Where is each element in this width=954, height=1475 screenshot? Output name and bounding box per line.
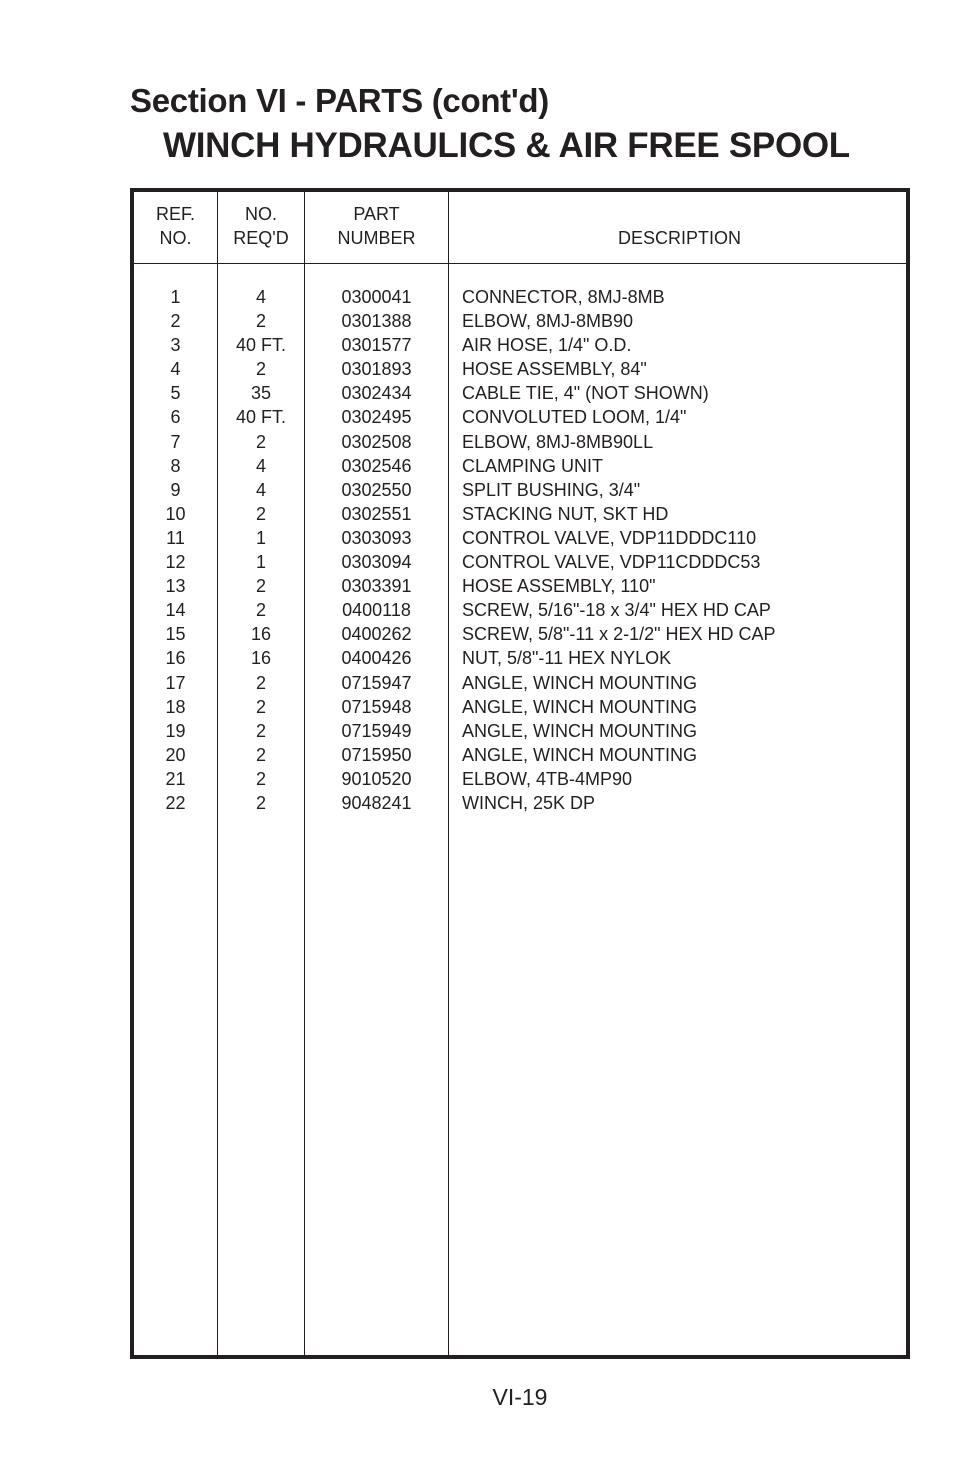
part-number-cell: 0302551 [341,503,412,524]
part-number-cell: 0302550 [341,479,412,500]
ref-cell: 3 [170,335,181,356]
part-number-cell: 0715949 [341,720,412,741]
qty-cell: 2 [255,672,266,693]
description-cell: CLAMPING UNIT [462,455,604,476]
description-cell: NUT, 5/8"-11 HEX NYLOK [462,648,672,669]
header-divider [134,263,906,264]
description-cell: SPLIT BUSHING, 3/4" [462,479,641,500]
part-number-cell: 0715950 [341,744,412,765]
description-cell: ANGLE, WINCH MOUNTING [462,720,698,741]
description-cell: ELBOW, 8MJ-8MB90LL [462,431,654,452]
part-number-cell: 0400426 [341,648,412,669]
ref-cell: 15 [165,624,186,645]
qty-cell: 4 [255,479,266,500]
qty-cell: 2 [255,792,266,813]
description-cell: STACKING NUT, SKT HD [462,503,669,524]
part-number-cell: 0715948 [341,696,412,717]
page-number: VI-19 [492,1384,548,1410]
part-number-cell: 0300041 [341,287,412,307]
part-number-cell: 0302434 [341,383,412,404]
ref-cell: 10 [165,503,186,524]
qty-cell: 16 [250,648,272,669]
ref-cell: 12 [165,552,186,573]
header-ref-no [134,202,217,250]
ref-column [134,285,217,815]
qty-cell: 2 [255,768,266,789]
part-number-cell: 0303391 [341,576,412,597]
description-column [462,285,907,815]
part-number-cell: 0301388 [341,311,412,332]
part-number-cell: 0301893 [341,359,412,380]
ref-cell: 4 [170,359,181,380]
header-part-line2: NUMBER [337,228,416,248]
header-ref-line1: REF. [155,204,195,224]
description-cell: AIR HOSE, 1/4" O.D. [462,335,632,356]
part-number-cell: 0303094 [341,552,412,573]
description-cell: CONTROL VALVE, VDP11DDDC110 [462,527,757,548]
description-cell: HOSE ASSEMBLY, 84" [462,359,647,380]
header-part-line1: PART [353,204,400,224]
part-number-cell: 0715947 [341,672,412,693]
page-subtitle: WINCH HYDRAULICS & AIR FREE SPOOL [163,126,850,165]
header-qty [218,202,304,250]
ref-cell: 5 [170,383,181,404]
ref-cell: 19 [165,720,186,741]
ref-cell: 20 [165,744,186,765]
header-ref-line2: NO. [159,228,192,248]
description-cell: HOSE ASSEMBLY, 110" [462,576,656,597]
ref-cell: 2 [170,311,181,332]
qty-column [218,285,304,815]
description-cell: CABLE TIE, 4" (NOT SHOWN) [462,383,709,404]
ref-cell: 22 [165,792,186,813]
ref-cell: 17 [165,672,186,693]
qty-cell: 2 [255,503,266,524]
qty-cell: 1 [255,527,266,548]
description-cell: CONTROL VALVE, VDP11CDDDC53 [462,552,761,573]
ref-cell: 7 [170,431,181,452]
part-number-cell: 0302508 [341,431,412,452]
column-divider [448,192,449,1355]
qty-cell: 2 [255,431,266,452]
part-number-column [305,285,448,815]
part-number-cell: 0303093 [341,527,412,548]
qty-cell: 2 [255,311,266,332]
section-title: Section VI - PARTS (cont'd) [130,82,549,119]
header-desc-line1: DESCRIPTION [617,228,741,248]
part-number-cell: 0301577 [341,335,412,356]
qty-cell: 4 [255,287,266,307]
part-number-cell: 0302546 [341,455,412,476]
ref-cell: 16 [165,648,186,669]
description-cell: ANGLE, WINCH MOUNTING [462,672,698,693]
ref-cell: 18 [165,696,186,717]
description-cell: CONNECTOR, 8MJ-8MB [462,287,665,307]
qty-cell: 40 FT. [235,335,287,356]
part-number-cell: 9048241 [341,792,412,813]
qty-cell: 1 [255,552,266,573]
header-description [449,226,910,250]
qty-cell: 2 [255,744,266,765]
qty-cell: 16 [250,624,272,645]
header-part-number [305,202,448,250]
description-cell: WINCH, 25K DP [462,792,596,813]
description-cell: CONVOLUTED LOOM, 1/4" [462,407,687,428]
description-cell: ELBOW, 8MJ-8MB90 [462,311,634,332]
ref-cell: 8 [170,455,181,476]
part-number-cell: 0400262 [341,624,412,645]
description-cell: ANGLE, WINCH MOUNTING [462,744,698,765]
ref-cell: 13 [165,576,186,597]
header-qty-line2: REQ'D [233,228,289,248]
description-cell: ELBOW, 4TB-4MP90 [462,768,633,789]
ref-cell: 1 [170,287,181,307]
part-number-cell: 9010520 [341,768,412,789]
qty-cell: 35 [250,383,272,404]
header-qty-line1: NO. [244,204,277,224]
part-number-cell: 0400118 [342,600,411,621]
part-number-cell: 0302495 [341,407,412,428]
qty-cell: 2 [255,720,266,741]
description-cell: SCREW, 5/16"-18 x 3/4" HEX HD CAP [462,600,771,621]
ref-cell: 14 [165,600,186,621]
qty-cell: 2 [255,576,266,597]
ref-cell: 11 [166,527,185,548]
description-cell: SCREW, 5/8"-11 x 2-1/2" HEX HD CAP [462,624,776,645]
qty-cell: 40 FT. [235,407,287,428]
qty-cell: 2 [255,359,266,380]
parts-table [130,188,910,1359]
qty-cell: 4 [255,455,266,476]
ref-cell: 21 [165,768,186,789]
description-cell: ANGLE, WINCH MOUNTING [462,696,698,717]
ref-cell: 6 [170,407,181,428]
qty-cell: 2 [255,600,266,621]
qty-cell: 2 [255,696,266,717]
ref-cell: 9 [170,479,181,500]
